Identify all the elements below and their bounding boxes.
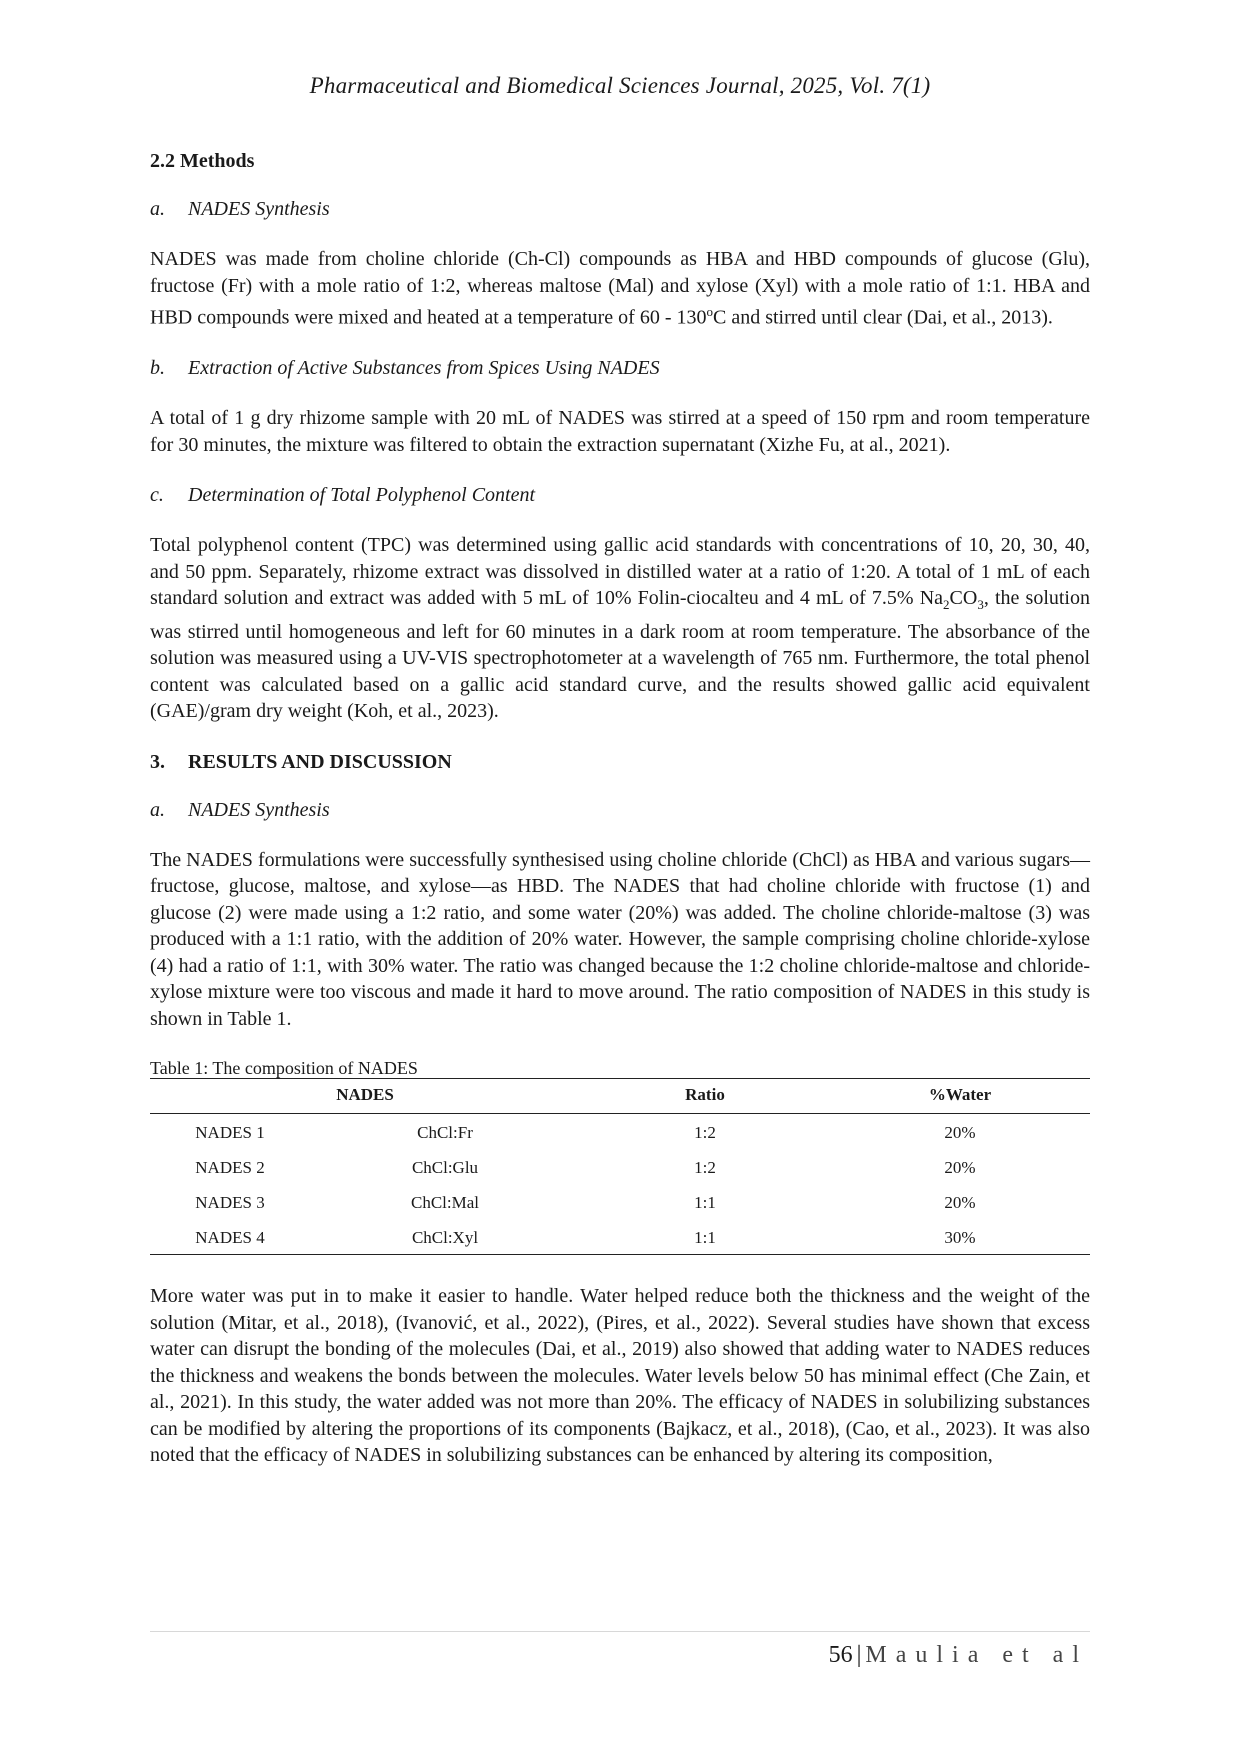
cell-name: NADES 4 [150, 1219, 310, 1255]
text-run: C and stirred until clear (Dai, et al., 2013). [712, 306, 1053, 329]
cell-water: 20% [944, 1192, 976, 1212]
subheading-title: NADES Synthesis [188, 198, 330, 220]
table-row [150, 1219, 1090, 1255]
subheading-label: a. [150, 798, 165, 821]
cell-formula: ChCl:Fr [417, 1122, 473, 1142]
subheading-label: b. [150, 357, 165, 380]
methods-heading: 2.2 Methods [150, 150, 255, 172]
cell-ratio: 1:2 [694, 1157, 716, 1177]
header-ratio: Ratio [580, 1079, 830, 1114]
cell-formula: ChCl:Mal [410, 1192, 479, 1212]
footer-separator: | [856, 1642, 862, 1668]
text-run: CO [949, 587, 978, 610]
superscript: o [706, 304, 713, 319]
header-water: %Water [830, 1079, 1090, 1114]
cell-formula: ChCl:Glu [411, 1157, 479, 1177]
subscript: 3 [977, 597, 984, 613]
subheading-label: a. [150, 198, 165, 220]
cell-name: NADES 3 [195, 1192, 265, 1212]
subscript: 2 [943, 597, 950, 613]
subheading-label: c. [150, 484, 164, 507]
subheading-title: Extraction of Active Substances from Spices Using NADES [188, 357, 660, 380]
paragraph-extraction: A total of 1 g dry rhizome sample with 20 mL of NADES was stirred at a speed of 150 rpm and room temperature for 30 minutes, the mixture was filtered to obtain the extraction supernatant (Xizhe Fu, at al., 2021). [150, 407, 1090, 456]
subheading-nades-synthesis [150, 198, 1090, 221]
subheading-title: Determination of Total Polyphenol Content [188, 484, 536, 507]
table-row [150, 1149, 1090, 1184]
paragraph-polyphenol [150, 532, 1090, 725]
footer-authors: Maulia et al [865, 1642, 1088, 1668]
page-number: 56 [828, 1642, 853, 1668]
section-number: 3. [150, 750, 165, 773]
page-footer [829, 1642, 1088, 1669]
journal-header: Pharmaceutical and Biomedical Sciences Journal, 2025, Vol. 7(1) [309, 73, 931, 98]
subheading-polyphenol [150, 484, 1090, 507]
text-run: Total polyphenol content (TPC) was determined using gallic acid standards with concentrations of 10, 20, 30, 40, and 50 ppm. Separately, rhizome extract was dissolved in distilled water at a ratio of 1:20. A total of 1 mL of each standard solution and extract was added with 5 mL of 10% Folin-ciocalteu and 4 mL of 7.5% Na [150, 534, 1090, 610]
cell-water: 20% [944, 1157, 976, 1177]
paragraph-nades-synthesis [150, 246, 1090, 331]
cell-formula: ChCl:Xyl [310, 1219, 580, 1255]
subheading-extraction [150, 357, 1090, 380]
table-caption: Table 1: The composition of NADES [150, 1058, 418, 1079]
paragraph-results-1: The NADES formulations were successfully synthesised using choline chloride (ChCl) as HBA and various sugars—fructose, glucose, maltose, and xylose—as HBD. The NADES that had choline chloride with fructose (1) and glucose (2) were made using a 1:2 ratio, and some water (20%) was added. The choline chloride-maltose (3) was produced with a 1:1 ratio, with the addition of 20% water. However, the sample comprising choline chloride-xylose (4) had a ratio of 1:1, with 30% water. The ratio was changed because the 1:2 choline chloride-maltose and chloride-xylose mixture were too viscous and made it hard to move around. The ratio composition of NADES in this study is shown in Table 1. [150, 848, 1090, 1030]
table-1 [150, 1058, 1090, 1255]
nades-table [150, 1078, 1090, 1255]
subheading-results-nades [150, 799, 1090, 822]
page [150, 0, 1090, 1754]
results-heading [150, 751, 1090, 774]
table-row [150, 1114, 1090, 1150]
cell-name: NADES 2 [195, 1157, 265, 1177]
section-title: RESULTS AND DISCUSSION [188, 750, 452, 773]
footer-divider [150, 1631, 1090, 1632]
cell-water: 30% [830, 1219, 1090, 1255]
cell-name: NADES 1 [195, 1122, 265, 1142]
cell-ratio: 1:1 [694, 1192, 716, 1212]
subheading-title: NADES Synthesis [188, 798, 330, 821]
paragraph-results-2: More water was put in to make it easier to handle. Water helped reduce both the thickness and the weight of the solution (Mitar, et al., 2018), (Ivanović, et al., 2022), (Pires, et al., 2022). Several studies have shown that excess water can disrupt the bonding of the molecules (Dai, et al., 2019) also showed that adding water to NADES reduces the thickness and weakens the bonds between the molecules. Water levels below 50 has minimal effect (Che Zain, et al., 2021). In this study, the water added was not more than 20%. The efficacy of NADES in solubilizing substances can be modified by altering the proportions of its components (Bajkacz, et al., 2018), (Cao, et al., 2023). It was also noted that the efficacy of NADES in solubilizing substances can be enhanced by altering its composition, [150, 1285, 1090, 1467]
content [150, 150, 1090, 1495]
table-header-row [150, 1079, 1090, 1114]
cell-ratio: 1:1 [580, 1219, 830, 1255]
cell-ratio: 1:2 [694, 1122, 716, 1142]
header-nades: NADES [150, 1079, 580, 1114]
text-run: NADES was made from choline chloride (Ch-Cl) compounds as HBA and HBD compounds of glucose (Glu), fructose (Fr) with a mole ratio of 1:2, whereas maltose (Mal) and xylose (Xyl) with a mole ratio of 1:1. HBA and HBD compounds were mixed and heated at a temperature of 60 - 130 [150, 248, 1090, 329]
cell-water: 20% [944, 1122, 976, 1142]
text-run: , the solution was stirred until homogeneous and left for 60 minutes in a dark room at room temperature. The absorbance of the solution was measured using a UV-VIS spectrophotometer at a wavelength of 765 nm. Furthermore, the total phenol content was calculated based on a gallic acid standard curve, and the results showed gallic acid equivalent (GAE)/gram dry weight (Koh, et al., 2023). [150, 587, 1090, 723]
table-row [150, 1184, 1090, 1219]
